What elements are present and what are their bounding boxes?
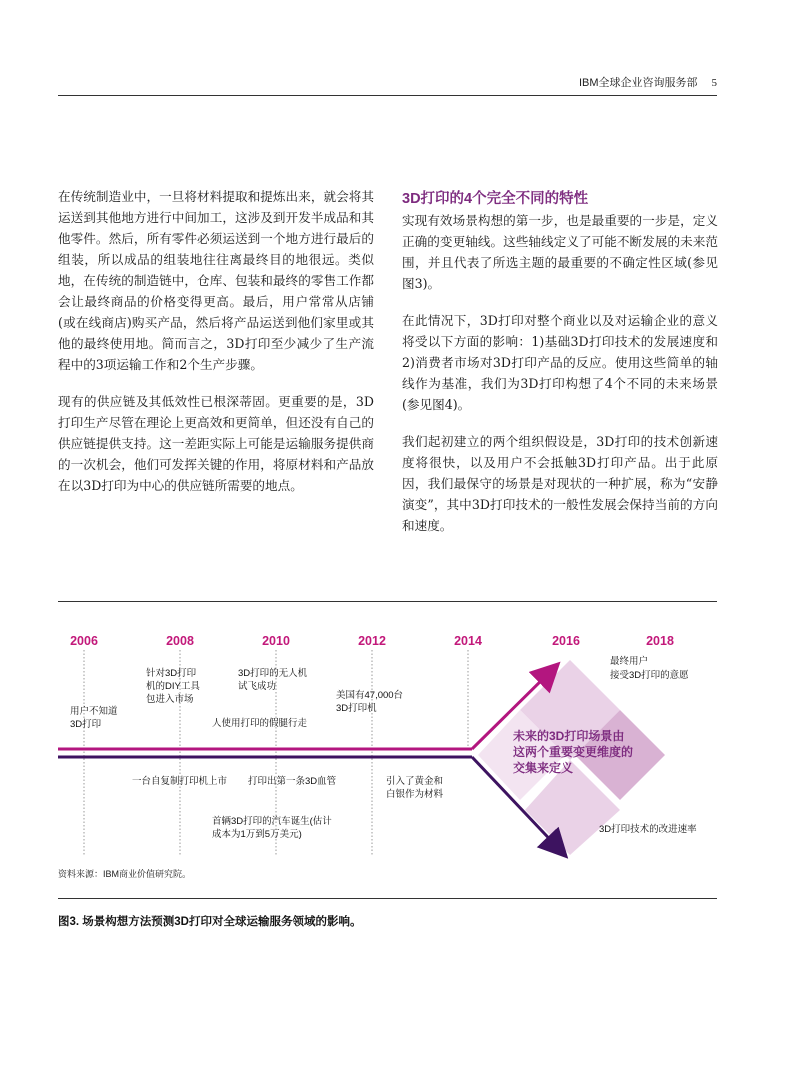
figure-source: 资料来源：IBM商业价值研究院。 — [58, 869, 192, 879]
event-events_below-2012-3-line-0: 引入了黄金和 — [386, 776, 444, 787]
right-paragraph-2: 在此情况下，3D打印对整个商业以及对运输企业的意义将受以下方面的影响：1)基础3D打印技术的发展速度和2)消费者市场对3D打印产品的反应。使用这些简单的轴线作为基准，我们为3D打印构想了4个不同的未来场景(参见图4)。 — [402, 313, 718, 412]
event-events_below-2008-0-line-0: 一台自复制打印机上市 — [132, 776, 228, 787]
left-column — [58, 186, 374, 512]
event-events_above-2006-0-line-1: 3D打印 — [70, 719, 102, 730]
year-label-2016: 2016 — [552, 634, 580, 648]
right-paragraph-1: 实现有效场景构想的第一步，也是最重要的一步是，定义正确的变更轴线。这些轴线定义了可能不断发展的未来范围，并且代表了所选主题的最重要的不确定性区域(参见图3)。 — [402, 213, 718, 291]
event-events_above-2006-0-line-0: 用户不知道 — [70, 706, 118, 717]
event-events_above-2010-2-line-1: 试飞成功 — [238, 681, 277, 692]
event-events_below-2012-3-line-1: 白银作为材料 — [386, 789, 444, 800]
event-events_below-2010-1-line-0: 打印出第一条3D血管 — [248, 776, 337, 787]
event-events_above-2010-2-line-0: 3D打印的无人机 — [238, 668, 308, 679]
year-label-2006: 2006 — [70, 634, 98, 648]
left-paragraph-1: 在传统制造业中，一旦将材料提取和提炼出来，就会将其运送到其他地方进行中间加工，这涉及到开发半成品和其他零件。然后，所有零件必须运送到一个地方进行最后的组装，所以成品的组装地往往离最终目的地很远。类似地，在传统的制造链中，仓库、包装和最终的零售工作都会让最终商品的价格变得更高。最后，用户常常从店铺(或在线商店)购买产品，然后将产品运送到他们家里或其他的最终使用地。简而言之，3D打印至少减少了生产流程中的3项运输工作和2个生产步骤。 — [58, 189, 374, 372]
right-column — [402, 210, 718, 552]
header-rule — [58, 95, 717, 96]
event-events_above-2008-1-line-1: 机的DIY工具 — [146, 681, 200, 692]
year-label-2010: 2010 — [262, 634, 290, 648]
year-label-2012: 2012 — [358, 634, 386, 648]
event-events_above-2010-3-line-0: 人使用打印的假腿行走 — [212, 718, 308, 729]
center-label-3: 交集来定义 — [513, 761, 574, 775]
event-events_below-2010-2-line-0: 首辆3D打印的汽车诞生(估计 — [212, 816, 332, 827]
year-label-2014: 2014 — [454, 634, 482, 648]
axis-bottom-label: 3D打印技术的改进速率 — [599, 824, 697, 835]
page-header — [58, 74, 717, 90]
event-events_above-2012-4-line-1: 3D打印机 — [336, 703, 377, 714]
event-events_above-2008-1-line-0: 针对3D打印 — [146, 668, 197, 679]
center-label-1: 未来的3D打印场景由 — [513, 729, 625, 743]
event-events_above-2008-1-line-2: 包进入市场 — [146, 694, 194, 705]
year-label-2008: 2008 — [166, 634, 194, 648]
page-number: 5 — [711, 77, 717, 89]
center-label-2: 这两个重要变更维度的 — [513, 745, 634, 759]
event-events_below-2010-2-line-1: 成本为1万到5万美元) — [212, 829, 302, 840]
figure-caption: 图3. 场景构想方法预测3D打印对全球运输服务领域的影响。 — [58, 916, 362, 928]
event-events_above-2012-4-line-0: 美国有47,000台 — [336, 690, 404, 701]
left-paragraph-2: 现有的供应链及其低效性已根深蒂固。更重要的是，3D打印生产尽管在理论上更高效和更简单，但还没有自己的供应链提供支持。这一差距实际上可能是运输服务提供商的一次机会，他们可发挥关键的作用，将原材料和产品放在以3D打印为中心的供应链所需要的地点。 — [58, 394, 374, 493]
axis-top-label-1: 最终用户 — [610, 656, 649, 667]
caption-rule — [58, 898, 717, 899]
section-heading: 3D打印的4个完全不同的特性 — [402, 191, 589, 207]
timeline-figure — [0, 600, 793, 900]
right-paragraph-3: 我们起初建立的两个组织假设是，3D打印的技术创新速度将很快，以及用户不会抵触3D打印产品。出于此原因，我们最保守的场景是对现状的一种扩展，称为“安静演变”，其中3D打印技术的一般性发展会保持当前的方向和速度。 — [402, 434, 718, 533]
year-label-2018: 2018 — [646, 634, 674, 648]
axis-top-label-2: 接受3D打印的意愿 — [610, 670, 689, 681]
header-org: IBM全球企业咨询服务部 — [578, 77, 698, 89]
